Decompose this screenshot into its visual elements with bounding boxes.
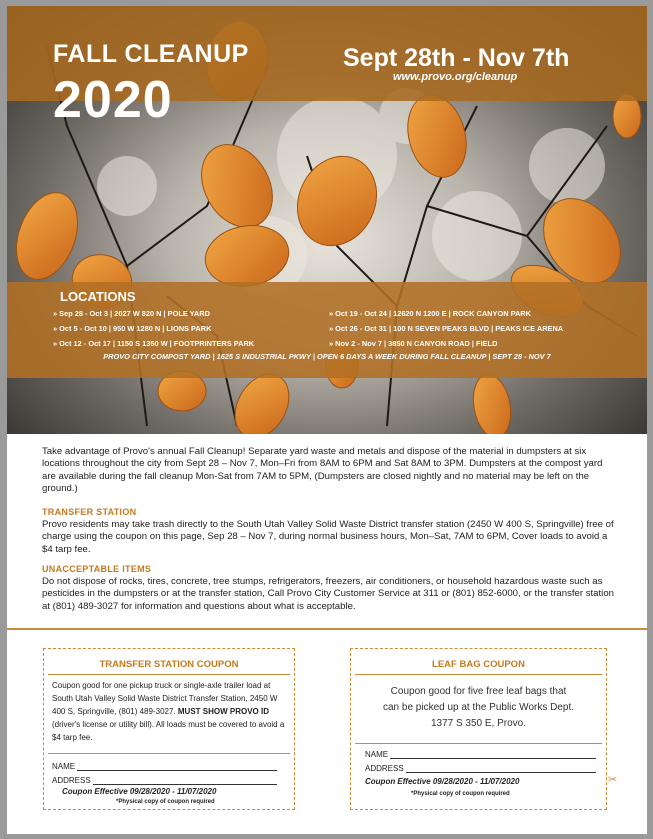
transfer-station-text: Provo residents may take trash directly to the South Utah Valley Solid Waste District transfer station (2450 W 400 S, Springville) free of charge using the coupon on this page, Sep 28 – Nov 7, during normal business hours, Mon–Sat, 7AM to 6PM, Cover loads to avoid a $4 tarp fee. <box>42 519 614 555</box>
unacceptable-text: Do not dispose of rocks, tires, concrete, tree stumps, refrigerators, freezers, air conditioners, or household hazardous waste such as pesticides in the dumpsters or at the transfer station, Call Provo City Customer Service at 311 or (801) 852-6000, or the transfer station at (801) 489-3027 for information and questions about what is acceptable. <box>42 576 614 612</box>
coupon-title: LEAF BAG COUPON <box>432 659 525 670</box>
coupon-text: Coupon good for one pickup truck or single-axle trailer load at South Utah Valley Solid Waste District Transfer Station, 2450 W 400 S, Springville, (801) 489-3027. <box>52 681 278 716</box>
intro-paragraph: Take advantage of Provo's annual Fall Cleanup! Separate yard waste and metals and dispose of the material in dumpsters at six locations throughout the city from Sept 28 – Nov 7, Mon–Fri from 8AM to 6PM and Sat 8AM to 3PM. Dumpsters at the compost yard are available during the fall cleanup Mon-Sat from 7AM to 5PM, (Dumpsters are closed nightly and no material may be left on the ground.) <box>42 446 603 495</box>
leaf-bag-coupon <box>350 648 607 810</box>
name-label: NAME <box>365 750 389 759</box>
address-field[interactable] <box>52 775 277 785</box>
location-item: » Oct 26 - Oct 31 | 100 N SEVEN PEAKS BLVD | PEAKS ICE ARENA <box>329 324 564 333</box>
name-line[interactable] <box>390 749 596 759</box>
section-divider <box>7 628 647 630</box>
unacceptable-heading: UNACCEPTABLE ITEMS <box>42 564 152 574</box>
coupon-terms <box>52 679 288 744</box>
cleanup-url[interactable]: www.provo.org/cleanup <box>393 71 518 83</box>
transfer-station-heading: TRANSFER STATION <box>42 507 137 517</box>
coupon-effective: Coupon Effective 09/28/2020 - 11/07/2020 <box>365 777 520 786</box>
scissors-icon: ✂ <box>608 774 618 786</box>
divider <box>355 674 602 675</box>
name-label: NAME <box>52 762 76 771</box>
coupon-effective: Coupon Effective 09/28/2020 - 11/07/2020 <box>62 787 217 796</box>
flyer-page <box>7 6 647 834</box>
locations-heading: LOCATIONS <box>60 289 136 304</box>
address-label: ADDRESS <box>52 776 91 785</box>
location-item: » Oct 12 - Oct 17 | 1150 S 1350 W | FOOTPRINTERS PARK <box>53 339 255 348</box>
divider <box>48 753 290 754</box>
title-fall-cleanup: FALL CLEANUP <box>53 40 249 68</box>
coupon-required-note: *Physical copy of coupon required <box>116 799 215 805</box>
address-line[interactable] <box>406 763 596 773</box>
address-label: ADDRESS <box>365 764 404 773</box>
coupon-text: Coupon good for five free leaf bags that <box>390 686 567 697</box>
coupon-title: TRANSFER STATION COUPON <box>99 659 239 670</box>
name-field[interactable] <box>365 749 596 759</box>
coupon-text: (driver's license or utility bill). All loads must be covered to avoid a $4 tarp fee. <box>52 720 285 742</box>
name-field[interactable] <box>52 761 277 771</box>
title-year: 2020 <box>53 71 173 129</box>
address-line[interactable] <box>93 775 277 785</box>
divider <box>48 674 290 675</box>
compost-yard-info: PROVO CITY COMPOST YARD | 1625 S INDUSTRIAL PKWY | OPEN 6 DAYS A WEEK DURING FALL CLEANUP | SEPT 28 - NOV 7 <box>103 352 551 361</box>
name-line[interactable] <box>77 761 277 771</box>
coupon-text: can be picked up at the Public Works Dept. <box>382 702 575 713</box>
location-item: » Nov 2 - Nov 7 | 3850 N CANYON ROAD | FIELD <box>329 339 498 348</box>
address-field[interactable] <box>365 763 596 773</box>
location-item: » Oct 5 - Oct 10 | 950 W 1280 N | LIONS PARK <box>53 324 212 333</box>
location-item: » Oct 19 - Oct 24 | 12620 N 1200 E | ROCK CANYON PARK <box>329 309 531 318</box>
divider <box>355 743 602 744</box>
location-item: » Sep 28 - Oct 3 | 2027 W 820 N | POLE YARD <box>53 309 210 318</box>
coupon-text: 1377 S 350 E, Provo. <box>430 718 527 729</box>
must-show-id: MUST SHOW PROVO ID <box>177 707 269 716</box>
hero-photo <box>7 6 647 434</box>
leaf-coupon-terms <box>351 684 606 732</box>
coupon-required-note: *Physical copy of coupon required <box>411 791 510 797</box>
event-dates: Sept 28th - Nov 7th <box>343 44 570 72</box>
transfer-station-coupon <box>43 648 295 810</box>
